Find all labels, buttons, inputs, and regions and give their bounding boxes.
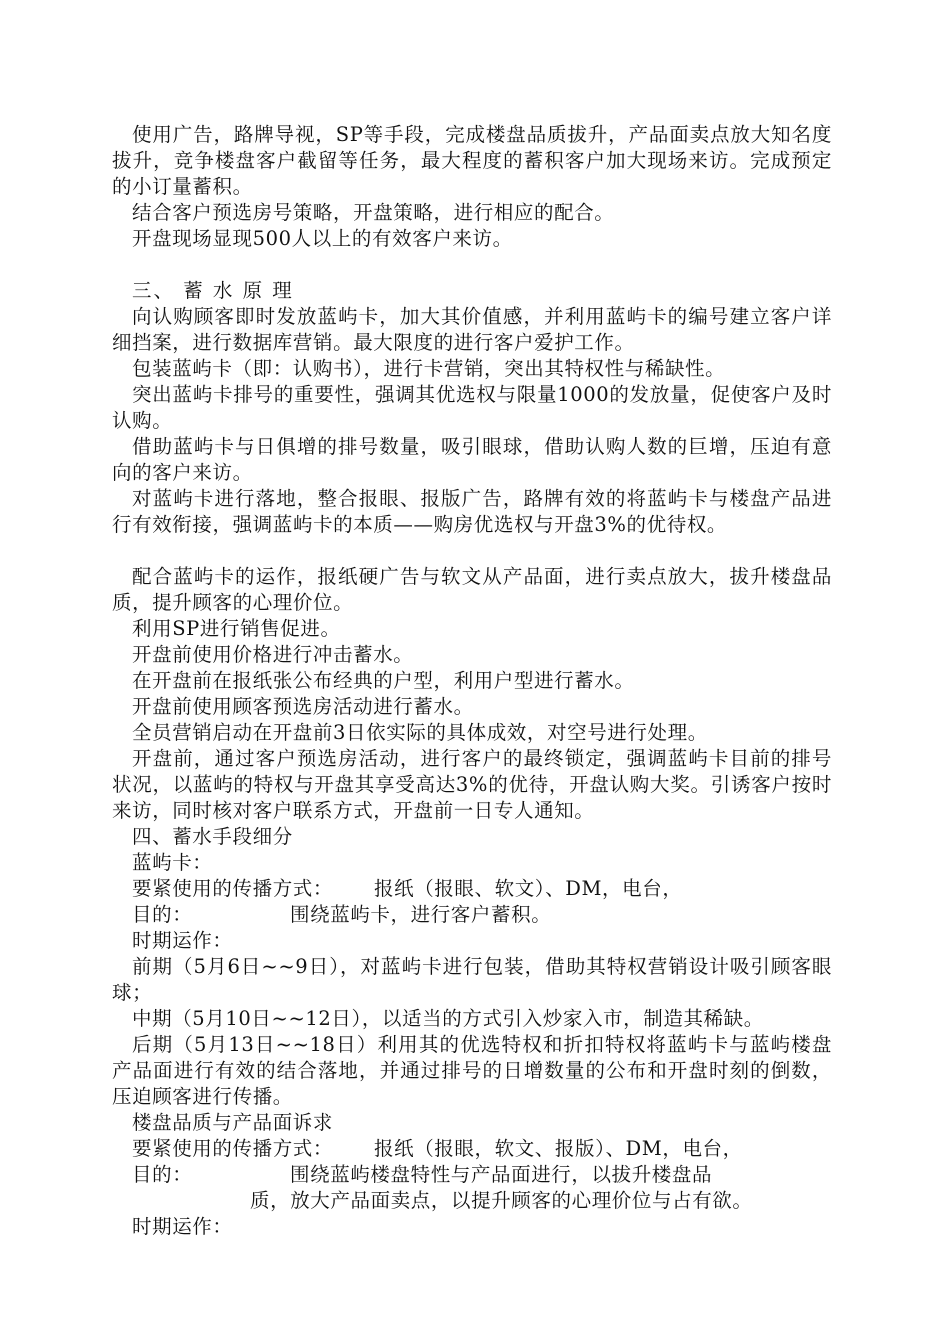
section-3-paragraph: 开盘前使用顾客预选房活动进行蓄水。	[132, 695, 474, 718]
quality-purpose-line-1: 围绕蓝屿楼盘特性与产品面进行，以拔升楼盘品	[290, 1163, 713, 1186]
section-3-paragraph: 在开盘前在报纸张公布经典的户型，利用户型进行蓄水。	[132, 669, 635, 692]
card-purpose-value: 围绕蓝屿卡，进行客户蓄积。	[290, 903, 552, 926]
quality-media-value: 报纸（报眼，软文、报版）、DM，电台，	[374, 1137, 743, 1160]
section-3-paragraph: 全员营销启动在开盘前3日依实际的具体成效，对空号进行处理。	[132, 721, 708, 744]
intro-paragraph-2: 结合客户预选房号策略，开盘策略，进行相应的配合。	[132, 201, 615, 224]
card-purpose-label: 目的：	[132, 903, 193, 926]
section-3-paragraph: 向认购顾客即时发放蓝屿卡，加大其价值感，并利用蓝屿卡的编号建立客户详细挡案，进行数据库营销。最大限度的进行客户爱护工作。	[112, 305, 832, 354]
quality-media-label: 要紧使用的传播方式：	[132, 1137, 334, 1160]
section-3-paragraph: 配合蓝屿卡的运作，报纸硬广告与软文从产品面，进行卖点放大，拔升楼盘品质，提升顾客的心理价位。	[112, 565, 832, 614]
section-3-paragraph: 利用SP进行销售促进。	[132, 617, 341, 640]
intro-paragraph-3: 开盘现场显现500人以上的有效客户来访。	[132, 227, 513, 250]
section-4-heading: 四、蓄水手段细分	[132, 825, 293, 848]
card-subtitle: 蓝屿卡：	[132, 851, 213, 874]
section-3-paragraph: 包装蓝屿卡（即：认购书），进行卡营销，突出其特权性与稀缺性。	[132, 357, 726, 380]
card-phase: 后期（5月13日~~18日）利用其的优选特权和折扣特权将蓝屿卡与蓝屿楼盘产品面进行有效的结合落地，并通过排号的日增数量的公布和开盘时刻的倒数，压迫顾客进行传播。	[112, 1033, 832, 1108]
card-phase: 前期（5月6日~~9日），对蓝屿卡进行包装，借助其特权营销设计吸引顾客眼球；	[112, 955, 832, 1004]
quality-purpose-line-2: 质，放大产品面卖点，以提升顾客的心理价位与占有欲。	[250, 1189, 753, 1212]
section-3-paragraph: 对蓝屿卡进行落地，整合报眼、报版广告，路牌有效的将蓝屿卡与楼盘产品进行有效衔接，强调蓝屿卡的本质——购房优选权与开盘3%的优待权。	[112, 487, 832, 536]
intro-paragraph-1: 使用广告，路牌导视，SP等手段，完成楼盘品质拔升，产品面卖点放大知名度拔升，竞争楼盘客户截留等任务，最大程度的蓄积客户加大现场来访。完成预定的小订量蓄积。	[112, 123, 832, 198]
section-3-paragraph: 借助蓝屿卡与日俱增的排号数量，吸引眼球，借助认购人数的巨增，压迫有意向的客户来访。	[112, 435, 832, 484]
card-media-value: 报纸（报眼、软文）、DM，电台，	[374, 877, 683, 900]
card-period-label: 时期运作：	[132, 929, 233, 952]
quality-period-label: 时期运作：	[132, 1215, 233, 1238]
quality-subtitle: 楼盘品质与产品面诉求	[132, 1111, 334, 1134]
section-3-paragraph: 开盘前，通过客户预选房活动，进行客户的最终锁定，强调蓝屿卡目前的排号状况，以蓝屿的特权与开盘其享受高达3%的优待，开盘认购大奖。引诱客户按时来访，同时核对客户联系方式，开盘前一日专人通知。	[112, 747, 832, 822]
card-phase: 中期（5月10日~~12日），以适当的方式引入炒家入市，制造其稀缺。	[132, 1007, 764, 1030]
section-3-paragraph: 开盘前使用价格进行冲击蓄水。	[132, 643, 414, 666]
quality-purpose-label: 目的：	[132, 1163, 193, 1186]
section-3-heading: 三、 蓄 水 原 理	[132, 279, 294, 302]
section-3-paragraph: 突出蓝屿卡排号的重要性，强调其优选权与限量1000的发放量，促使客户及时认购。	[112, 383, 832, 432]
card-media-label: 要紧使用的传播方式：	[132, 877, 334, 900]
